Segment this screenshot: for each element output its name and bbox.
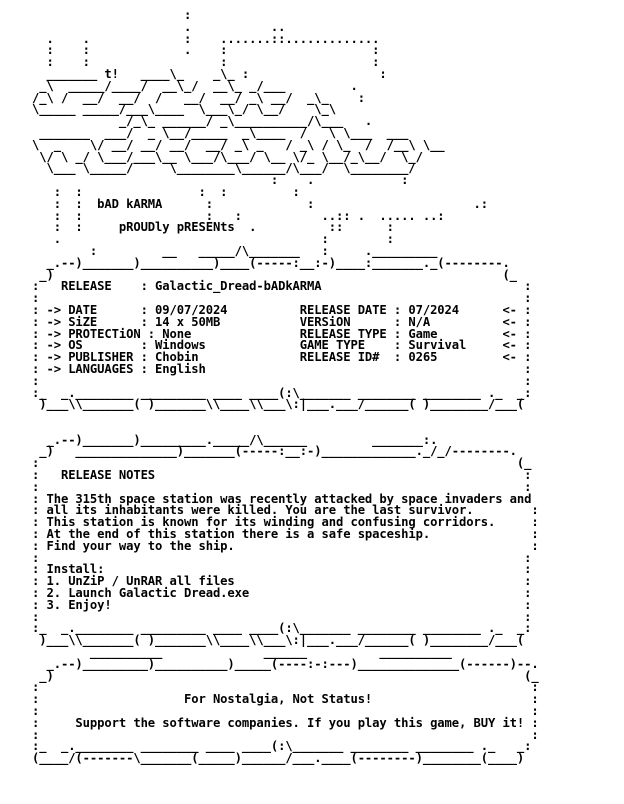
nfo-line: : 2. Launch Galactic Dread.exe : bbox=[32, 586, 532, 601]
nfo-line: )___\\_______( )_______\\____\\___\:|___.___/______( )________/___( bbox=[32, 633, 525, 648]
nfo-line: : : : : ..:: . ..... ..: bbox=[32, 208, 445, 223]
nfo-line: \___ \_____/ \________\______/\___/ \________/ bbox=[32, 161, 416, 176]
nfo-line: _) (_ bbox=[32, 668, 539, 683]
nfo-line: : : bAD kARMA : : .: bbox=[32, 196, 488, 211]
nfo-line: : . : bbox=[32, 173, 409, 188]
nfo-line: : all its inhabitants were killed. You are the last survivor. : bbox=[32, 503, 539, 518]
nfo-line: /_\ / __/ __/ / __/ __/ _\ __/ _\_ : bbox=[32, 90, 365, 105]
nfo-line: _.--)_________)__________)_____(----:-:---)______________(------)--. bbox=[32, 656, 539, 671]
nfo-line: : 3. Enjoy! : bbox=[32, 597, 532, 612]
nfo-line: : (_ bbox=[32, 456, 532, 471]
nfo-line: (____/(-------\_______(_____)______/___.____(--------)________(____) bbox=[32, 751, 525, 766]
nfo-line: _.--)_______)__________)____(-----:__:-)____:_______._(--------. bbox=[32, 255, 510, 270]
nfo-line: : The 315th space station was recently attacked by space invaders and bbox=[32, 491, 532, 506]
nfo-line: : : bbox=[32, 291, 532, 306]
nfo-line: . : : bbox=[32, 232, 394, 247]
nfo-line: : : bbox=[32, 727, 539, 742]
nfo-line: _______ t! ____\_ _\_ : : bbox=[32, 66, 387, 81]
nfo-line: _/_\_ ______/ _\__________/\___ . bbox=[32, 114, 373, 129]
nfo-line: : : bbox=[32, 704, 539, 719]
nfo-line: : : : : bbox=[32, 55, 380, 70]
nfo-line: _) ______________)_______(-----:__:-)_____________._/_/--------. bbox=[32, 444, 517, 459]
nfo-line: : Install: : bbox=[32, 562, 532, 577]
nfo-line: : For Nostalgia, Not Status! : bbox=[32, 692, 539, 707]
nfo-line: : : bbox=[32, 609, 532, 624]
nfo-line: : : : : : bbox=[32, 184, 300, 199]
nfo-line: : At the end of this station there is a safe spaceship. : bbox=[32, 527, 539, 542]
nfo-line: : -> PUBLISHER : Chobin RELEASE ID# : 0265 <- : bbox=[32, 350, 532, 365]
nfo-line: : -> PROTECTiON : None RELEASE TYPE : Game <- : bbox=[32, 326, 532, 341]
nfo-line: _______ ___/ _ \__/_____ _\____ / \ \___ ___ bbox=[32, 125, 409, 140]
nfo-line: : -> OS : Windows GAME TYPE : Survival <- : bbox=[32, 338, 532, 353]
nfo-line: . .. bbox=[32, 19, 286, 34]
nfo-line: _.--)_______)_________._____/\______ _______:. bbox=[32, 432, 438, 447]
nfo-line: : : bbox=[32, 373, 532, 388]
nfo-line: : : bbox=[32, 479, 532, 494]
nfo-line: : 1. UnZiP / UnRAR all files : bbox=[32, 574, 532, 589]
nfo-line: _) (_ bbox=[32, 267, 517, 282]
nfo-line: \ _ \/ __/ __/ __/ __/ _\ _ / _\ / \_ / /__\ \__ bbox=[32, 137, 445, 152]
nfo-line: : : bbox=[32, 550, 532, 565]
nfo-line: :_ _.________ _________ ____ ____(:\_______ ________ ________ ._ _: bbox=[32, 621, 532, 636]
nfo-line: \_____ _____/___\____ \___\_/ \__/ \_\ bbox=[32, 102, 336, 117]
nfo-line: )___\\_______( )_______\\____\\___\:|___.___/______( )________/___( bbox=[32, 397, 525, 412]
nfo-line: : Support the software companies. If you play this game, BUY it! : bbox=[32, 715, 539, 730]
nfo-line: : __ _____/\_______ : ._________ bbox=[32, 243, 438, 258]
nfo-line: : This station is known for its winding and confusing corridors. : bbox=[32, 515, 539, 530]
nfo-line: : Find your way to the ship. : bbox=[32, 538, 539, 553]
nfo-line: : -> DATE : 09/07/2024 RELEASE DATE : 07/2024 <- : bbox=[32, 302, 532, 317]
nfo-line: : : bbox=[32, 680, 539, 695]
nfo-line: : bbox=[32, 8, 192, 22]
nfo-line: \/ \ _/ \___/___\__ \___/\___/ \__ \/_ \__/_\__/ \_/ bbox=[32, 149, 423, 164]
nfo-line: . . : .......::............. bbox=[32, 31, 380, 46]
nfo-line: _\ _____/____/ __\_/ __\_ _/___ . bbox=[32, 78, 358, 93]
nfo-line: : RELEASE : Galactic_Dread-bADkARMA : bbox=[32, 279, 532, 294]
nfo-line: :_ _.________ _________ ____ ____(:\_______ ________ ________ ._ _: bbox=[32, 385, 532, 400]
nfo-line: :_ _.________ ________ ____ ____(:\_______ ________ ________ ._ _: bbox=[32, 739, 532, 754]
nfo-line: : -> LANGUAGES : English : bbox=[32, 361, 532, 376]
nfo-line: : -> SiZE : 14 x 50MB VERSiON : N/A <- : bbox=[32, 314, 532, 329]
nfo-line: __________ ______ __________ bbox=[32, 645, 452, 660]
nfo-text-art bbox=[32, 10, 539, 765]
nfo-line: : : . : : bbox=[32, 43, 380, 58]
nfo-line: : : pROUDly pRESENts . :: : bbox=[32, 220, 394, 235]
nfo-line: : RELEASE NOTES : bbox=[32, 468, 532, 483]
